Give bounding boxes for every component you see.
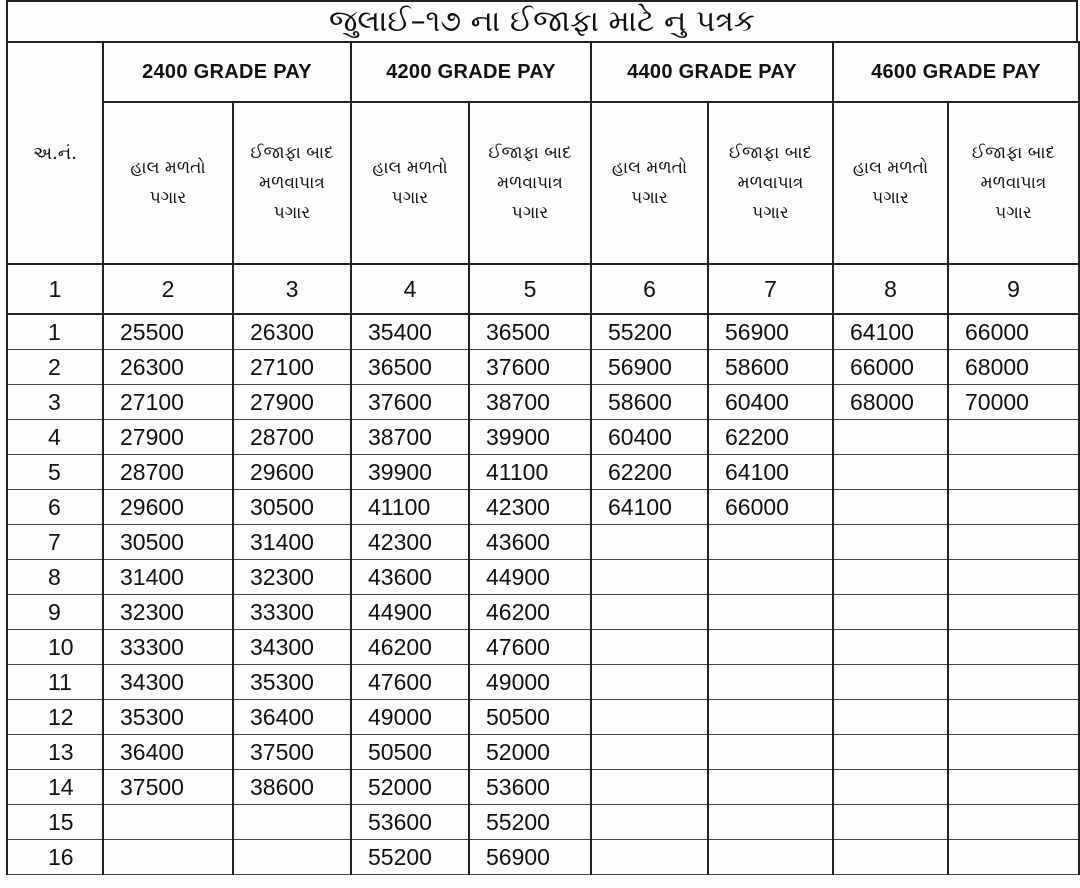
pay-cell: 50500 bbox=[351, 735, 469, 770]
pay-cell: 26300 bbox=[233, 314, 351, 350]
pay-cell bbox=[948, 525, 1079, 560]
pay-cell: 30500 bbox=[103, 525, 233, 560]
table-row bbox=[7, 420, 1079, 455]
pay-cell: 36400 bbox=[103, 735, 233, 770]
pay-cell: 49000 bbox=[469, 665, 591, 700]
pay-cell: 27900 bbox=[233, 385, 351, 420]
pay-cell bbox=[948, 630, 1079, 665]
pay-cell: 62200 bbox=[708, 420, 833, 455]
pay-cell: 38700 bbox=[469, 385, 591, 420]
pay-cell bbox=[948, 595, 1079, 630]
pay-cell bbox=[833, 455, 948, 490]
column-number-row bbox=[7, 264, 1079, 314]
pay-cell: 29600 bbox=[103, 490, 233, 525]
pay-cell: 34300 bbox=[103, 665, 233, 700]
pay-cell: 25500 bbox=[103, 314, 233, 350]
pay-cell: 32300 bbox=[233, 560, 351, 595]
pay-cell bbox=[948, 770, 1079, 805]
serial-number-cell: 7 bbox=[7, 525, 103, 560]
serial-number-cell: 1 bbox=[7, 314, 103, 350]
pay-cell: 43600 bbox=[351, 560, 469, 595]
after-increment-pay-header: ઈજાફા બાદ મળવાપાત્ર પગાર bbox=[233, 102, 351, 264]
pay-cell: 39900 bbox=[469, 420, 591, 455]
pay-cell: 70000 bbox=[948, 385, 1079, 420]
current-pay-header: હાલ મળતો પગાર bbox=[351, 102, 469, 264]
pay-cell: 53600 bbox=[469, 770, 591, 805]
pay-cell: 39900 bbox=[351, 455, 469, 490]
pay-cell: 34300 bbox=[233, 630, 351, 665]
pay-cell: 66000 bbox=[833, 350, 948, 385]
pay-cell: 64100 bbox=[591, 490, 708, 525]
pay-cell: 43600 bbox=[469, 525, 591, 560]
pay-cell: 35400 bbox=[351, 314, 469, 350]
pay-cell bbox=[948, 735, 1079, 770]
serial-number-cell: 2 bbox=[7, 350, 103, 385]
table-row bbox=[7, 385, 1079, 420]
pay-cell: 56900 bbox=[708, 314, 833, 350]
pay-cell bbox=[833, 420, 948, 455]
pay-cell bbox=[833, 770, 948, 805]
sheet-title: જુલાઈ–૧૭ ના ઈજાફા માટે નુ પત્રક bbox=[6, 0, 1078, 41]
pay-cell bbox=[708, 840, 833, 875]
column-number: 1 bbox=[7, 264, 103, 314]
column-number: 2 bbox=[103, 264, 233, 314]
pay-cell: 36500 bbox=[351, 350, 469, 385]
pay-cell: 41100 bbox=[469, 455, 591, 490]
pay-cell: 55200 bbox=[469, 805, 591, 840]
pay-cell bbox=[948, 840, 1079, 875]
pay-cell bbox=[948, 665, 1079, 700]
pay-cell bbox=[103, 840, 233, 875]
table-row bbox=[7, 735, 1079, 770]
serial-header: અ.નં. bbox=[7, 42, 103, 264]
pay-cell: 31400 bbox=[103, 560, 233, 595]
table-row bbox=[7, 560, 1079, 595]
table-row bbox=[7, 350, 1079, 385]
table-row bbox=[7, 840, 1079, 875]
pay-cell: 56900 bbox=[469, 840, 591, 875]
pay-cell: 29600 bbox=[233, 455, 351, 490]
pay-cell: 30500 bbox=[233, 490, 351, 525]
after-increment-pay-header: ઈજાફા બાદ મળવાપાત્ર પગાર bbox=[708, 102, 833, 264]
pay-cell bbox=[833, 595, 948, 630]
pay-cell: 47600 bbox=[351, 665, 469, 700]
pay-cell bbox=[833, 700, 948, 735]
pay-cell bbox=[948, 560, 1079, 595]
pay-cell bbox=[591, 770, 708, 805]
pay-cell bbox=[833, 490, 948, 525]
pay-cell: 38600 bbox=[233, 770, 351, 805]
pay-cell: 64100 bbox=[708, 455, 833, 490]
pay-cell bbox=[708, 700, 833, 735]
pay-cell: 42300 bbox=[469, 490, 591, 525]
pay-cell bbox=[591, 805, 708, 840]
pay-cell: 46200 bbox=[351, 630, 469, 665]
serial-number-cell: 11 bbox=[7, 665, 103, 700]
pay-cell: 28700 bbox=[233, 420, 351, 455]
pay-cell: 58600 bbox=[591, 385, 708, 420]
pay-cell: 26300 bbox=[103, 350, 233, 385]
serial-number-cell: 6 bbox=[7, 490, 103, 525]
pay-cell bbox=[948, 805, 1079, 840]
grade-pay-2400-header: 2400 GRADE PAY bbox=[103, 42, 351, 102]
pay-cell: 44900 bbox=[469, 560, 591, 595]
column-number: 9 bbox=[948, 264, 1079, 314]
column-number: 4 bbox=[351, 264, 469, 314]
pay-cell bbox=[708, 630, 833, 665]
pay-cell bbox=[833, 525, 948, 560]
pay-cell bbox=[103, 805, 233, 840]
pay-cell bbox=[591, 735, 708, 770]
pay-cell: 33300 bbox=[233, 595, 351, 630]
pay-cell bbox=[708, 525, 833, 560]
pay-cell bbox=[833, 630, 948, 665]
pay-cell: 56900 bbox=[591, 350, 708, 385]
pay-cell: 53600 bbox=[351, 805, 469, 840]
current-pay-header: હાલ મળતો પગાર bbox=[103, 102, 233, 264]
pay-cell: 28700 bbox=[103, 455, 233, 490]
pay-cell: 35300 bbox=[103, 700, 233, 735]
pay-cell: 35300 bbox=[233, 665, 351, 700]
pay-cell: 52000 bbox=[351, 770, 469, 805]
pay-cell: 58600 bbox=[708, 350, 833, 385]
pay-cell: 46200 bbox=[469, 595, 591, 630]
pay-cell: 36400 bbox=[233, 700, 351, 735]
serial-number-cell: 12 bbox=[7, 700, 103, 735]
pay-cell: 44900 bbox=[351, 595, 469, 630]
pay-cell bbox=[833, 560, 948, 595]
pay-cell bbox=[833, 665, 948, 700]
pay-cell bbox=[591, 630, 708, 665]
serial-number-cell: 5 bbox=[7, 455, 103, 490]
pay-cell: 41100 bbox=[351, 490, 469, 525]
table-row bbox=[7, 525, 1079, 560]
pay-cell: 38700 bbox=[351, 420, 469, 455]
pay-cell: 37500 bbox=[103, 770, 233, 805]
pay-cell: 47600 bbox=[469, 630, 591, 665]
serial-number-cell: 9 bbox=[7, 595, 103, 630]
serial-number-cell: 3 bbox=[7, 385, 103, 420]
pay-cell bbox=[591, 700, 708, 735]
table-row bbox=[7, 700, 1079, 735]
pay-cell: 36500 bbox=[469, 314, 591, 350]
column-number: 3 bbox=[233, 264, 351, 314]
pay-table bbox=[6, 41, 1080, 875]
pay-cell: 27100 bbox=[233, 350, 351, 385]
table-row bbox=[7, 630, 1079, 665]
serial-number-cell: 10 bbox=[7, 630, 103, 665]
pay-cell bbox=[708, 735, 833, 770]
pay-cell bbox=[948, 490, 1079, 525]
pay-cell: 55200 bbox=[591, 314, 708, 350]
table-row bbox=[7, 595, 1079, 630]
pay-cell bbox=[591, 525, 708, 560]
pay-cell bbox=[833, 735, 948, 770]
pay-cell bbox=[948, 420, 1079, 455]
table-row bbox=[7, 314, 1079, 350]
pay-cell: 68000 bbox=[948, 350, 1079, 385]
pay-cell bbox=[833, 805, 948, 840]
current-pay-header: હાલ મળતો પગાર bbox=[833, 102, 948, 264]
pay-cell: 37500 bbox=[233, 735, 351, 770]
column-number: 5 bbox=[469, 264, 591, 314]
pay-cell: 33300 bbox=[103, 630, 233, 665]
table-row bbox=[7, 490, 1079, 525]
current-pay-header: હાલ મળતો પગાર bbox=[591, 102, 708, 264]
pay-cell bbox=[708, 560, 833, 595]
serial-number-cell: 8 bbox=[7, 560, 103, 595]
pay-cell: 64100 bbox=[833, 314, 948, 350]
pay-cell: 42300 bbox=[351, 525, 469, 560]
pay-cell bbox=[948, 700, 1079, 735]
serial-number-cell: 16 bbox=[7, 840, 103, 875]
pay-cell bbox=[708, 665, 833, 700]
pay-cell: 68000 bbox=[833, 385, 948, 420]
table-row bbox=[7, 805, 1079, 840]
pay-cell: 60400 bbox=[591, 420, 708, 455]
after-increment-pay-header: ઈજાફા બાદ મળવાપાત્ર પગાર bbox=[948, 102, 1079, 264]
pay-cell: 62200 bbox=[591, 455, 708, 490]
pay-cell: 66000 bbox=[708, 490, 833, 525]
pay-cell: 32300 bbox=[103, 595, 233, 630]
serial-number-cell: 4 bbox=[7, 420, 103, 455]
grade-pay-4400-header: 4400 GRADE PAY bbox=[591, 42, 833, 102]
pay-cell bbox=[591, 595, 708, 630]
pay-cell: 60400 bbox=[708, 385, 833, 420]
serial-number-cell: 14 bbox=[7, 770, 103, 805]
column-number: 7 bbox=[708, 264, 833, 314]
pay-cell bbox=[948, 455, 1079, 490]
table-row bbox=[7, 770, 1079, 805]
after-increment-pay-header: ઈજાફા બાદ મળવાપાત્ર પગાર bbox=[469, 102, 591, 264]
pay-cell: 52000 bbox=[469, 735, 591, 770]
pay-cell bbox=[591, 840, 708, 875]
table-row bbox=[7, 665, 1079, 700]
column-number: 6 bbox=[591, 264, 708, 314]
pay-cell bbox=[708, 595, 833, 630]
grade-pay-4200-header: 4200 GRADE PAY bbox=[351, 42, 591, 102]
pay-cell bbox=[233, 840, 351, 875]
pay-cell: 27100 bbox=[103, 385, 233, 420]
pay-cell: 37600 bbox=[469, 350, 591, 385]
pay-cell bbox=[708, 770, 833, 805]
pay-cell: 37600 bbox=[351, 385, 469, 420]
pay-cell: 55200 bbox=[351, 840, 469, 875]
pay-cell: 66000 bbox=[948, 314, 1079, 350]
pay-cell: 27900 bbox=[103, 420, 233, 455]
pay-cell: 31400 bbox=[233, 525, 351, 560]
pay-cell bbox=[591, 665, 708, 700]
pay-cell: 49000 bbox=[351, 700, 469, 735]
pay-cell bbox=[233, 805, 351, 840]
pay-cell bbox=[833, 840, 948, 875]
pay-cell bbox=[591, 560, 708, 595]
serial-number-cell: 13 bbox=[7, 735, 103, 770]
serial-number-cell: 15 bbox=[7, 805, 103, 840]
pay-cell bbox=[708, 805, 833, 840]
grade-pay-4600-header: 4600 GRADE PAY bbox=[833, 42, 1079, 102]
pay-cell: 50500 bbox=[469, 700, 591, 735]
column-number: 8 bbox=[833, 264, 948, 314]
table-row bbox=[7, 455, 1079, 490]
